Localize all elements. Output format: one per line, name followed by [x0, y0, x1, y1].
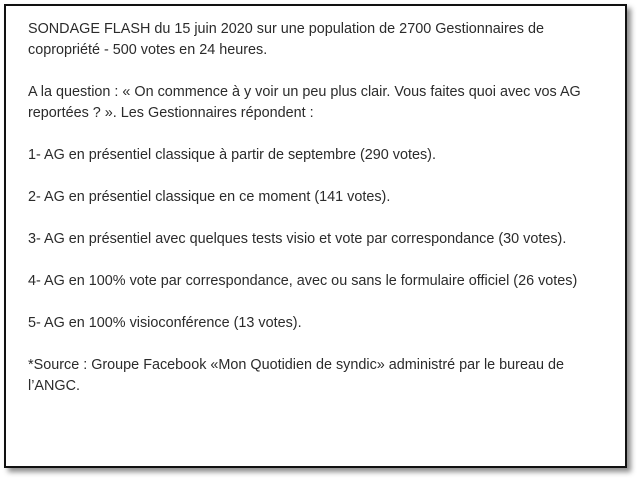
document-body: [28, 19, 613, 397]
answer-item-2: 2- AG en présentiel classique en ce moment (141 votes).: [28, 189, 391, 205]
document-frame: [4, 4, 627, 468]
answer-item-4: 4- AG en 100% vote par correspondance, avec ou sans le formulaire officiel (26 votes): [28, 273, 578, 289]
answer-item-3: 3- AG en présentiel avec quelques tests visio et vote par correspondance (30 votes).: [28, 231, 567, 247]
answer-item-5: 5- AG en 100% visioconférence (13 votes).: [28, 315, 302, 331]
survey-header: SONDAGE FLASH du 15 juin 2020 sur une population de 2700 Gestionnaires de copropriété - 500 votes en 24 heures.: [28, 21, 544, 58]
source-note: *Source : Groupe Facebook «Mon Quotidien de syndic» administré par le bureau de l’ANGC.: [28, 357, 564, 394]
survey-question: A la question : « On commence à y voir un peu plus clair. Vous faites quoi avec vos AG reportées ? ». Les Gestionnaires répondent :: [28, 84, 581, 121]
answer-item-1: 1- AG en présentiel classique à partir de septembre (290 votes).: [28, 147, 436, 163]
